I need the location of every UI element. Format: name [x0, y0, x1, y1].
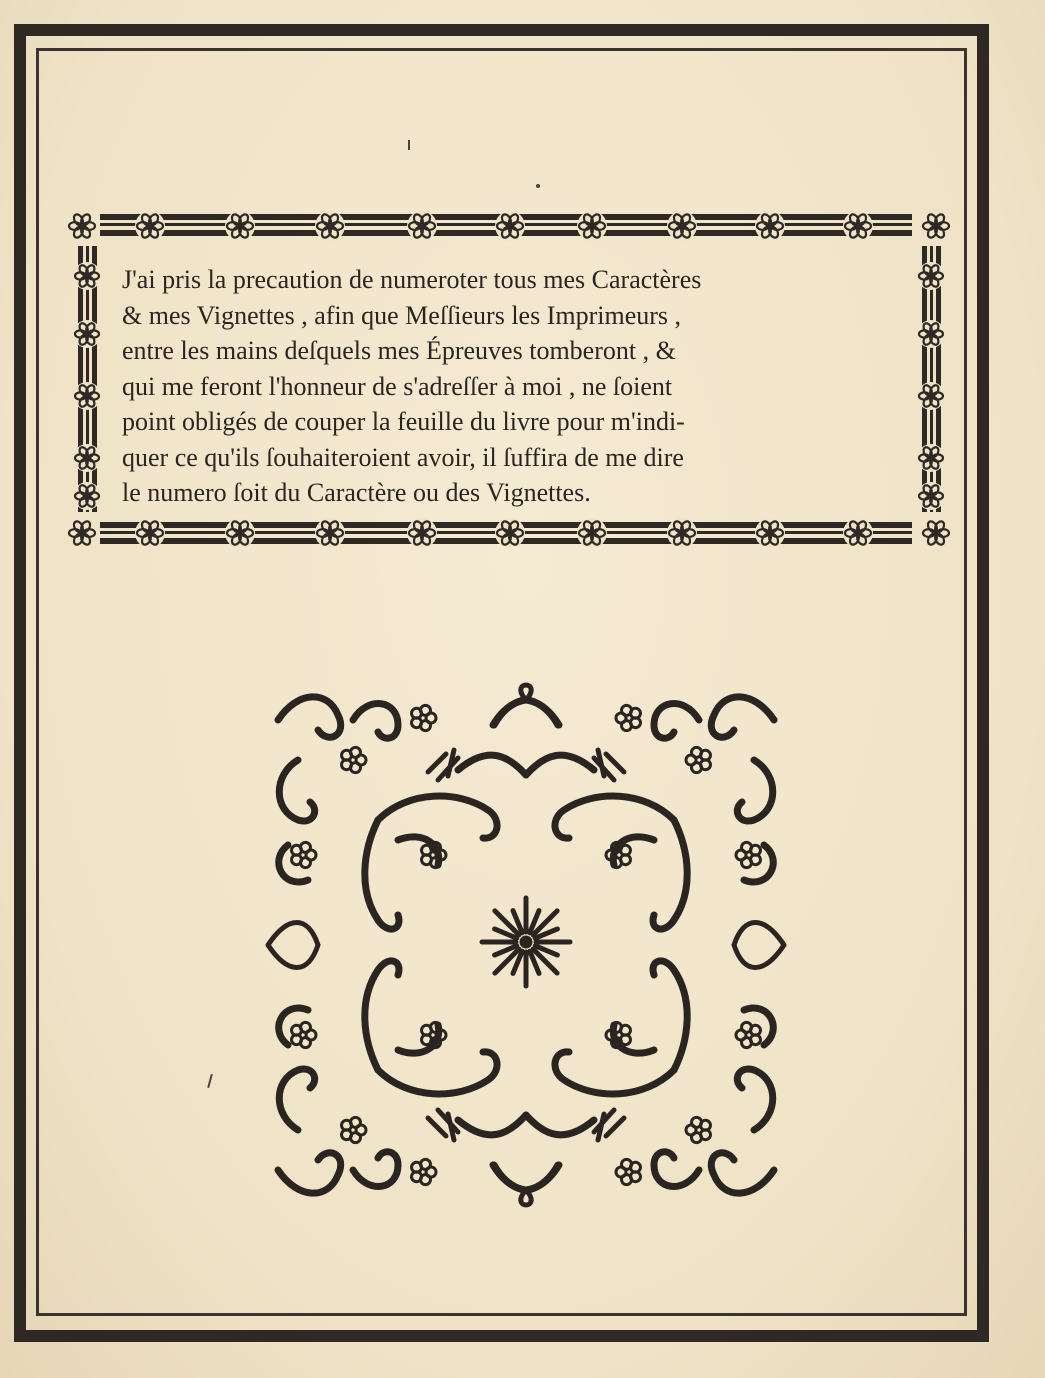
rosette-icon [315, 518, 345, 548]
notice-line: quer ce qu'ils ſouhaiteroient avoir, il ſuffira de me dire [122, 442, 684, 472]
baroque-vignette-icon [258, 680, 794, 1210]
rosette-icon [225, 518, 255, 548]
rosette-icon [73, 320, 101, 348]
rosette-icon [73, 262, 101, 290]
ornament-border-bottom [60, 512, 960, 552]
rosette-icon [315, 211, 345, 241]
rosette-icon [67, 518, 97, 548]
rosette-icon [495, 211, 525, 241]
ornament-border-right [916, 246, 956, 512]
rosette-icon [135, 518, 165, 548]
rosette-icon [921, 211, 951, 241]
notice-line: J'ai pris la precaution de numeroter tous mes Caractères [122, 265, 702, 294]
rosette-icon [917, 320, 945, 348]
notice-line: point obligés de couper la feuille du livre pour m'indi- [122, 407, 685, 436]
ornament-border-top [60, 206, 960, 246]
rosette-icon [843, 518, 873, 548]
rosette-icon [755, 518, 785, 548]
rosette-icon [667, 211, 697, 241]
rosette-icon [73, 482, 101, 510]
rosette-icon [73, 382, 101, 410]
rosette-icon [917, 382, 945, 410]
rosette-icon [843, 211, 873, 241]
rosette-icon [135, 211, 165, 241]
notice-line: qui me feront l'honneur de s'adreſſer à moi , ne ſoient [122, 371, 673, 401]
rosette-icon [917, 482, 945, 510]
rosette-icon [577, 211, 607, 241]
notice-box [60, 206, 960, 566]
rosette-icon [667, 518, 697, 548]
notice-line: entre les mains deſquels mes Épreuves tomberont , & [122, 336, 676, 365]
ink-speck [536, 184, 540, 188]
rosette-icon [407, 211, 437, 241]
ink-speck [408, 140, 410, 150]
rosette-icon [67, 211, 97, 241]
sunburst-icon [482, 898, 570, 986]
notice-text [122, 262, 912, 511]
rosette-icon [225, 211, 255, 241]
rosette-icon [407, 518, 437, 548]
ornament-border-left [72, 246, 112, 512]
rosette-icon [921, 518, 951, 548]
notice-line: le numero ſoit du Caractère ou des Vignettes. [122, 478, 591, 507]
notice-line: & mes Vignettes , afin que Meſſieurs les Imprimeurs , [122, 300, 682, 330]
rosette-icon [577, 518, 607, 548]
rosette-icon [495, 518, 525, 548]
rosette-icon [917, 444, 945, 472]
rosette-icon [917, 262, 945, 290]
rosette-icon [73, 444, 101, 472]
rosette-icon [755, 211, 785, 241]
